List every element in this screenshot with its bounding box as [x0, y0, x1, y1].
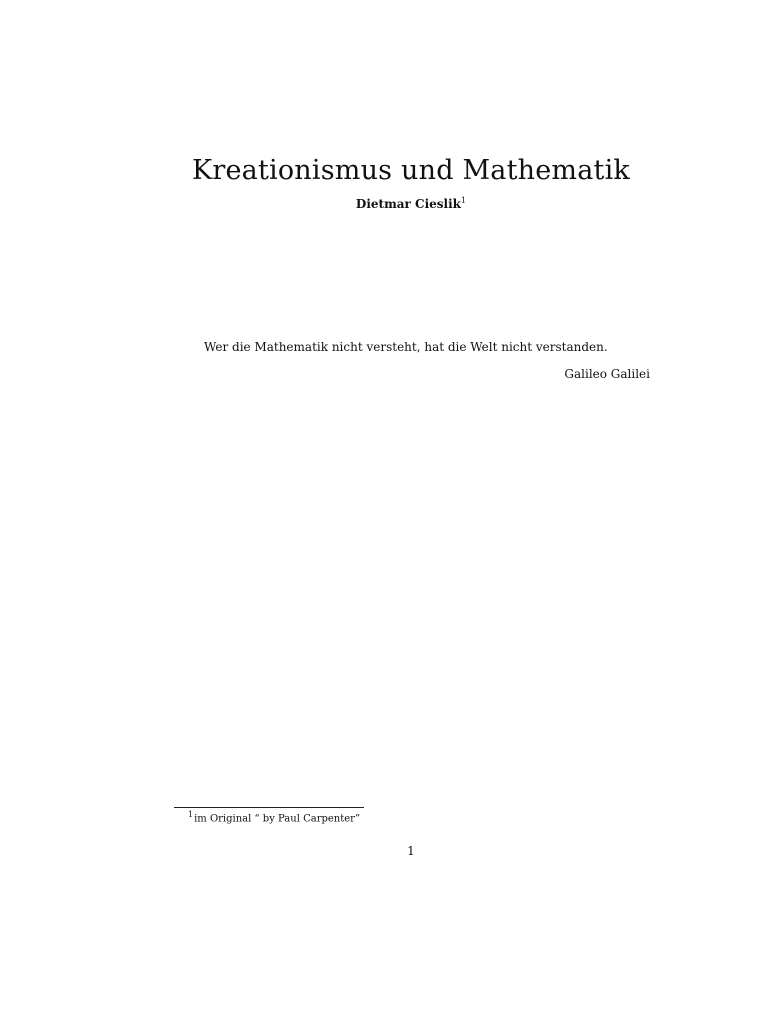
epigraph-quote: Wer die Mathematik nicht versteht, hat die Welt nicht verstanden.	[204, 340, 608, 354]
author-name: Dietmar Cieslik	[355, 197, 461, 211]
footnote	[188, 810, 360, 824]
document-title: Kreationismus und Mathematik	[192, 155, 630, 186]
page-number: 1	[407, 844, 415, 858]
footnote-marker: 1	[188, 810, 194, 819]
author-footnote-marker: 1	[460, 196, 467, 205]
author-line	[0, 196, 768, 211]
footnote-rule	[174, 807, 364, 808]
epigraph-attribution: Galileo Galilei	[564, 367, 650, 381]
footnote-text: im Original “ by Paul Carpenter”	[194, 813, 361, 825]
